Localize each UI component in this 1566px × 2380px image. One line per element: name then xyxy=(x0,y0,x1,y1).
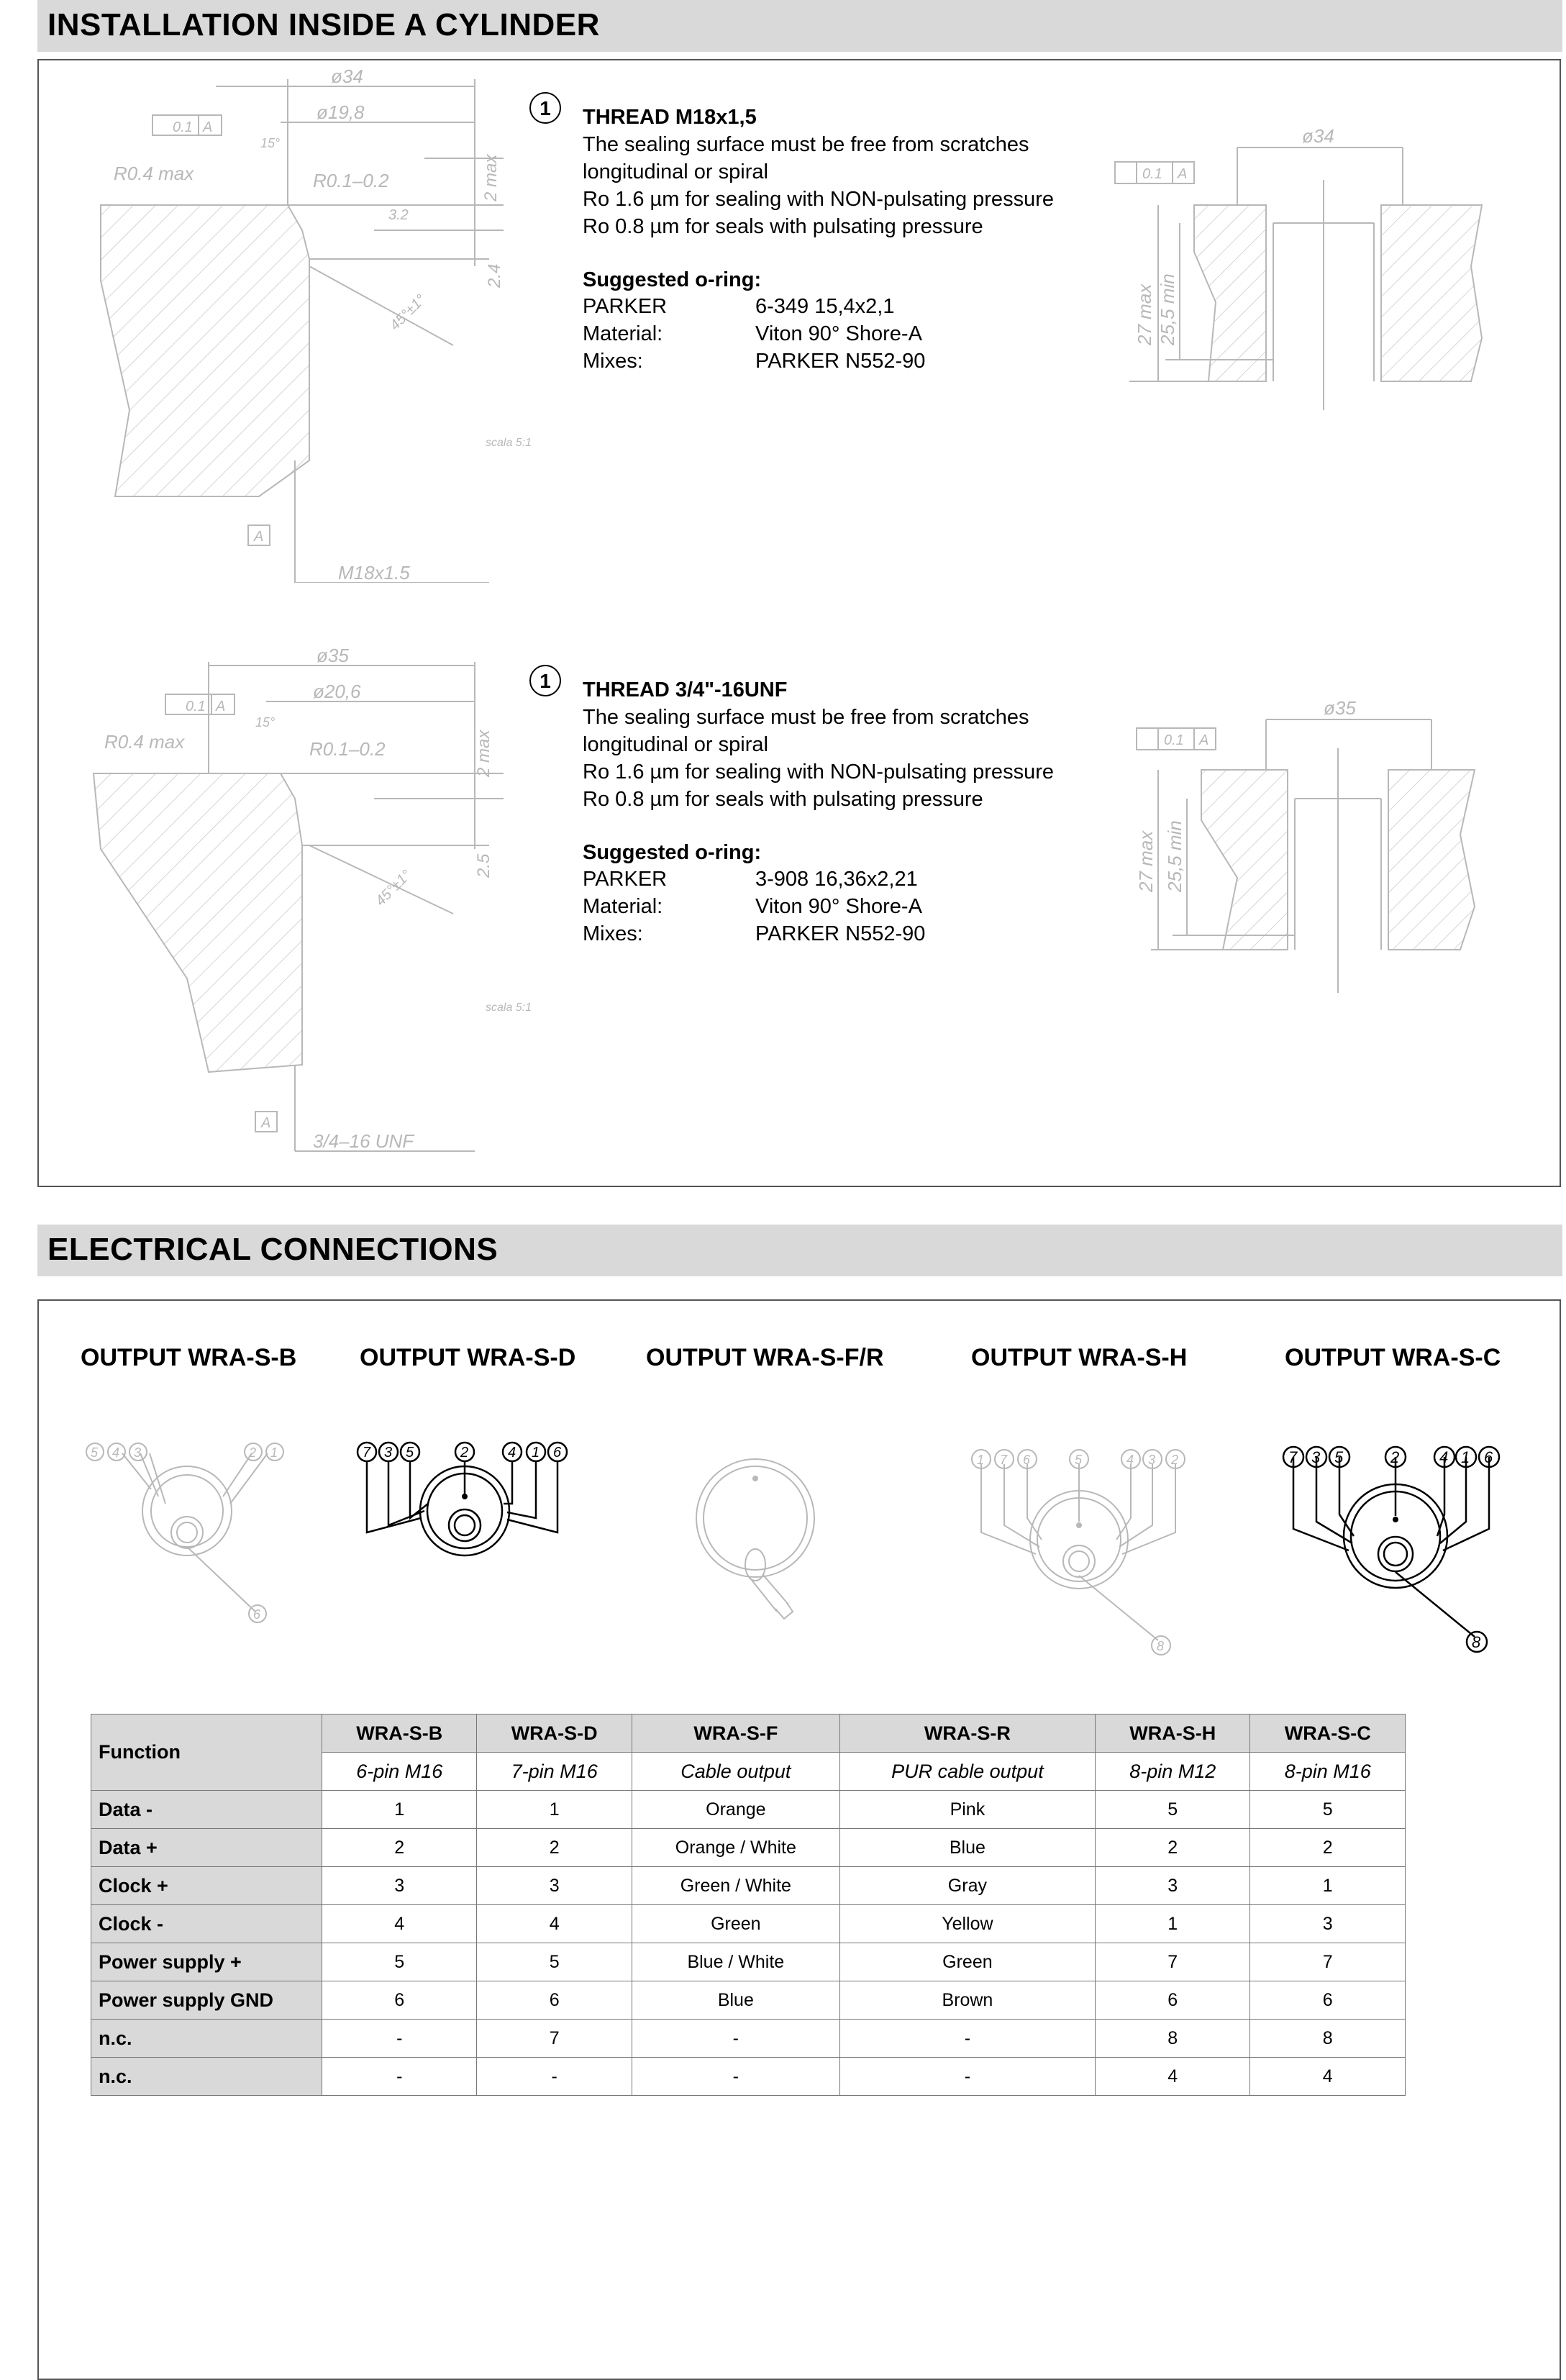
column-subheader: PUR cable output xyxy=(839,1753,1095,1791)
svg-text:4: 4 xyxy=(1439,1448,1449,1466)
pin-cell: Pink xyxy=(839,1791,1095,1829)
svg-text:1: 1 xyxy=(532,1445,540,1461)
pin-cell: 5 xyxy=(1096,1791,1250,1829)
column-header: WRA-S-D xyxy=(477,1714,632,1753)
table-body xyxy=(91,1791,1406,2096)
oring-title-1: Suggested o-ring: xyxy=(583,268,762,291)
pin-cell: 1 xyxy=(322,1791,477,1829)
svg-text:5: 5 xyxy=(91,1445,99,1460)
pin-cell: Blue / White xyxy=(632,1943,839,1981)
function-cell: Data + xyxy=(91,1829,322,1867)
table-row xyxy=(91,1981,1406,2020)
pin-cell: 4 xyxy=(1096,2058,1250,2096)
dim-ang45: 45°±1° xyxy=(386,291,429,334)
function-cell: n.c. xyxy=(91,2020,322,2058)
svg-text:7: 7 xyxy=(1000,1453,1008,1467)
dim-tol: 0.1 xyxy=(186,699,206,714)
sealing-line-3: Ro 1.6 µm for sealing with NON-pulsating pressure xyxy=(583,760,1054,784)
dim-datum: A xyxy=(216,699,226,714)
oring-key: PARKER xyxy=(583,295,668,318)
dim-dia-inner: ø19,8 xyxy=(317,101,365,123)
dim-r1: R0.4 max xyxy=(104,731,185,753)
pin-cell: 3 xyxy=(1250,1905,1406,1943)
svg-text:4: 4 xyxy=(508,1445,516,1461)
pin-cell: Blue xyxy=(632,1981,839,2020)
sealing-line-4: Ro 0.8 µm for seals with pulsating pressure xyxy=(583,215,983,238)
dim-h2: 2.4 xyxy=(485,263,504,288)
oring-value: 3-908 16,36x2,21 xyxy=(755,868,918,891)
side-datum: A xyxy=(1178,166,1188,182)
pin-cell: - xyxy=(322,2058,477,2096)
column-header: WRA-S-R xyxy=(839,1714,1095,1753)
svg-text:1: 1 xyxy=(1461,1448,1470,1466)
side-tol: 0.1 xyxy=(1164,732,1184,748)
oring-key: Material: xyxy=(583,895,663,918)
pinout-table xyxy=(91,1714,1406,2096)
connector-wra-s-b-diagram xyxy=(79,1432,309,1633)
function-cell: Power supply + xyxy=(91,1943,322,1981)
pin-cell: Gray xyxy=(839,1867,1095,1905)
dim-dia-outer: ø35 xyxy=(317,645,349,666)
pin-cell: 8 xyxy=(1250,2020,1406,2058)
pin-cell: Yellow xyxy=(839,1905,1095,1943)
svg-text:4: 4 xyxy=(1126,1453,1134,1467)
pin-label xyxy=(358,1443,567,1461)
side-h1: 27 max xyxy=(1135,830,1157,892)
output-title-b: OUTPUT WRA-S-B xyxy=(81,1344,297,1371)
sealing-line-1: The sealing surface must be free from scratches xyxy=(583,706,1029,729)
side-tol: 0.1 xyxy=(1142,166,1162,182)
column-header: WRA-S-H xyxy=(1096,1714,1250,1753)
function-header: Function xyxy=(91,1714,322,1791)
thread-unf-section-drawing xyxy=(72,633,561,1166)
pin-cell: Blue xyxy=(839,1829,1095,1867)
connector-wra-s-fr-diagram xyxy=(676,1446,849,1626)
drawing-scale: scala 5:1 xyxy=(486,1001,532,1014)
table-row xyxy=(91,1867,1406,1905)
output-title-c: OUTPUT WRA-S-C xyxy=(1285,1344,1501,1371)
function-cell: Clock + xyxy=(91,1867,322,1905)
dim-datum-a: A xyxy=(261,1115,271,1131)
pin-cell: - xyxy=(839,2020,1095,2058)
dim-dia-outer: ø34 xyxy=(331,65,363,87)
thread-unf-bore-drawing xyxy=(1122,691,1525,993)
column-header: WRA-S-F xyxy=(632,1714,839,1753)
pin-cell: - xyxy=(632,2020,839,2058)
pin-cell: 6 xyxy=(477,1981,632,2020)
svg-text:6: 6 xyxy=(1023,1453,1031,1467)
svg-text:3: 3 xyxy=(1311,1448,1321,1466)
sealing-line-2: longitudinal or spiral xyxy=(583,160,768,183)
svg-text:3: 3 xyxy=(134,1445,142,1460)
thread-m18-bore-drawing xyxy=(1108,122,1511,410)
oring-value: Viton 90° Shore-A xyxy=(755,895,922,918)
callout-marker-2: 1 xyxy=(529,665,561,696)
pin-cell: 4 xyxy=(477,1905,632,1943)
dim-h1: 2 max xyxy=(474,730,493,777)
oring-value: PARKER N552-90 xyxy=(755,922,926,945)
dim-thread: M18x1.5 xyxy=(338,562,410,583)
pin-label xyxy=(86,1443,283,1622)
pin-cell: Green / White xyxy=(632,1867,839,1905)
svg-text:2: 2 xyxy=(1171,1453,1179,1467)
thread-title-2: THREAD 3/4"-16UNF xyxy=(583,678,788,701)
dim-thread: 3/4–16 UNF xyxy=(313,1130,414,1152)
dim-d1: 3.2 xyxy=(388,207,409,223)
side-h2: 25,5 min xyxy=(1157,273,1178,345)
svg-text:7: 7 xyxy=(363,1445,371,1461)
svg-text:6: 6 xyxy=(553,1445,562,1461)
dim-h2: 2.5 xyxy=(474,853,493,878)
oring-key: Mixes: xyxy=(583,350,643,373)
pin-cell: 2 xyxy=(477,1829,632,1867)
pin-cell: Green xyxy=(839,1943,1095,1981)
dim-datum: A xyxy=(203,119,213,135)
function-cell: Clock - xyxy=(91,1905,322,1943)
column-subheader: 6-pin M16 xyxy=(322,1753,477,1791)
electrical-header xyxy=(37,1225,1562,1276)
side-h1: 27 max xyxy=(1134,283,1155,345)
dim-dia-inner: ø20,6 xyxy=(313,681,361,702)
oring-key: PARKER xyxy=(583,868,668,891)
pin-cell: - xyxy=(839,2058,1095,2096)
installation-title: INSTALLATION INSIDE A CYLINDER xyxy=(47,7,600,42)
table-row xyxy=(91,1829,1406,1867)
table-header-row xyxy=(91,1714,1406,1753)
pin-cell: 1 xyxy=(1096,1905,1250,1943)
svg-text:4: 4 xyxy=(112,1445,120,1460)
pin-cell: 7 xyxy=(1096,1943,1250,1981)
column-subheader: Cable output xyxy=(632,1753,839,1791)
dim-tol: 0.1 xyxy=(173,119,193,135)
output-title-fr: OUTPUT WRA-S-F/R xyxy=(646,1344,884,1371)
pin-cell: 7 xyxy=(477,2020,632,2058)
column-subheader: 8-pin M16 xyxy=(1250,1753,1406,1791)
pin-cell: Brown xyxy=(839,1981,1095,2020)
callout-marker-1: 1 xyxy=(529,92,561,124)
pin-cell: - xyxy=(477,2058,632,2096)
table-row xyxy=(91,1943,1406,1981)
svg-text:2: 2 xyxy=(460,1445,469,1461)
pin-cell: 6 xyxy=(1250,1981,1406,2020)
table-row xyxy=(91,2020,1406,2058)
pin-cell: 2 xyxy=(1250,1829,1406,1867)
column-subheader: 8-pin M12 xyxy=(1096,1753,1250,1791)
pin-cell: - xyxy=(632,2058,839,2096)
oring-value: Viton 90° Shore-A xyxy=(755,322,922,345)
svg-text:1: 1 xyxy=(977,1453,985,1467)
dim-r1: R0.4 max xyxy=(114,163,194,184)
pin-cell: 2 xyxy=(322,1829,477,1867)
side-dia: ø35 xyxy=(1324,697,1356,719)
svg-text:6: 6 xyxy=(253,1607,261,1622)
side-h2: 25,5 min xyxy=(1164,820,1185,892)
dim-r2: R0.1–0.2 xyxy=(313,170,389,191)
oring-key: Material: xyxy=(583,322,663,345)
svg-text:7: 7 xyxy=(1288,1448,1298,1466)
function-cell: Power supply GND xyxy=(91,1981,322,2020)
pin-cell: 5 xyxy=(322,1943,477,1981)
pin-cell: 3 xyxy=(322,1867,477,1905)
svg-text:1: 1 xyxy=(270,1445,278,1460)
dim-ang45: 45°±1° xyxy=(372,867,415,909)
pin-cell: 6 xyxy=(1096,1981,1250,2020)
installation-header xyxy=(37,0,1562,52)
svg-text:8: 8 xyxy=(1157,1639,1165,1653)
pin-cell: 6 xyxy=(322,1981,477,2020)
oring-key: Mixes: xyxy=(583,922,643,945)
thread-m18-section-drawing xyxy=(72,65,561,583)
dim-ang15: 15° xyxy=(255,715,276,730)
electrical-title: ELECTRICAL CONNECTIONS xyxy=(47,1232,499,1267)
pin-cell: 7 xyxy=(1250,1943,1406,1981)
svg-text:3: 3 xyxy=(384,1445,393,1461)
svg-text:5: 5 xyxy=(1075,1453,1083,1467)
svg-text:3: 3 xyxy=(1148,1453,1156,1467)
pin-cell: 5 xyxy=(1250,1791,1406,1829)
svg-text:2: 2 xyxy=(1390,1448,1400,1466)
function-cell: n.c. xyxy=(91,2058,322,2096)
connector-wra-s-c-diagram xyxy=(1273,1435,1518,1666)
table-row xyxy=(91,1905,1406,1943)
pin-cell: - xyxy=(322,2020,477,2058)
pin-cell: 4 xyxy=(1250,2058,1406,2096)
pin-cell: Green xyxy=(632,1905,839,1943)
thread-title-1: THREAD M18x1,5 xyxy=(583,106,757,129)
pin-cell: 3 xyxy=(477,1867,632,1905)
sealing-line-3: Ro 1.6 µm for sealing with NON-pulsating pressure xyxy=(583,188,1054,211)
side-datum: A xyxy=(1199,732,1209,748)
connector-wra-s-d-diagram xyxy=(352,1432,583,1576)
svg-text:8: 8 xyxy=(1472,1633,1481,1651)
sealing-line-4: Ro 0.8 µm for seals with pulsating pressure xyxy=(583,788,983,811)
drawing-scale: scala 5:1 xyxy=(486,437,532,449)
dim-r2: R0.1–0.2 xyxy=(309,738,386,760)
oring-value: 6-349 15,4x2,1 xyxy=(755,295,895,318)
pin-cell: Orange / White xyxy=(632,1829,839,1867)
pin-cell: 4 xyxy=(322,1905,477,1943)
side-dia: ø34 xyxy=(1302,125,1334,147)
output-title-h: OUTPUT WRA-S-H xyxy=(971,1344,1188,1371)
table-row xyxy=(91,1791,1406,1829)
pin-cell: 8 xyxy=(1096,2020,1250,2058)
column-header: WRA-S-B xyxy=(322,1714,477,1753)
oring-value: PARKER N552-90 xyxy=(755,350,926,373)
pin-cell: 5 xyxy=(477,1943,632,1981)
connector-wra-s-h-diagram xyxy=(964,1446,1194,1662)
function-cell: Data - xyxy=(91,1791,322,1829)
dim-h1: 2 max xyxy=(481,154,501,201)
dim-ang15: 15° xyxy=(260,136,281,150)
column-header: WRA-S-C xyxy=(1250,1714,1406,1753)
table-row xyxy=(91,2058,1406,2096)
pin-cell: Orange xyxy=(632,1791,839,1829)
sealing-line-2: longitudinal or spiral xyxy=(583,733,768,756)
sealing-line-1: The sealing surface must be free from scratches xyxy=(583,133,1029,156)
column-subheader: 7-pin M16 xyxy=(477,1753,632,1791)
oring-title-2: Suggested o-ring: xyxy=(583,841,762,864)
pin-cell: 3 xyxy=(1096,1867,1250,1905)
dim-datum-a: A xyxy=(254,529,264,545)
svg-text:5: 5 xyxy=(406,1445,414,1461)
pin-cell: 1 xyxy=(477,1791,632,1829)
svg-text:2: 2 xyxy=(249,1445,257,1460)
pin-cell: 1 xyxy=(1250,1867,1406,1905)
output-title-d: OUTPUT WRA-S-D xyxy=(360,1344,576,1371)
svg-text:5: 5 xyxy=(1334,1448,1344,1466)
pin-cell: 2 xyxy=(1096,1829,1250,1867)
svg-text:6: 6 xyxy=(1484,1448,1493,1466)
